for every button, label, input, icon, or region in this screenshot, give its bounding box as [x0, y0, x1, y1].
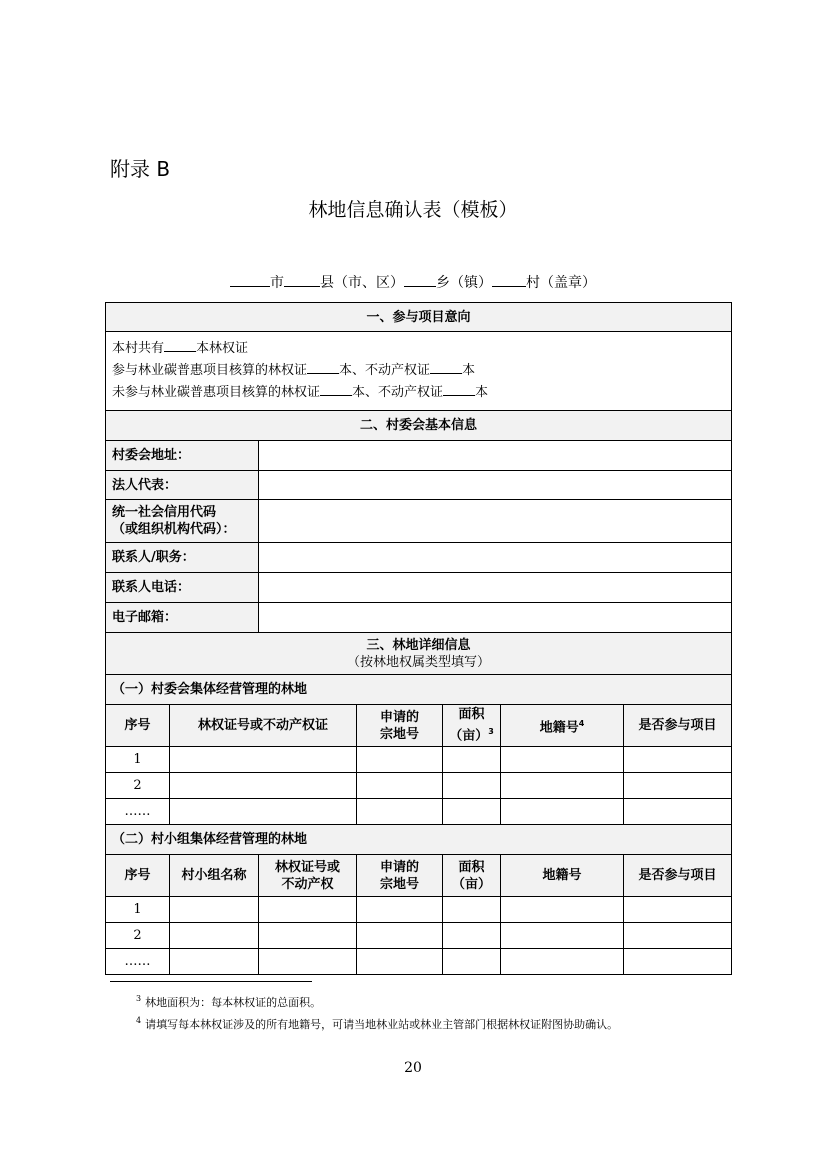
col-area: 面积 （亩） [443, 855, 501, 897]
document-title: 林地信息确认表（模板） [308, 199, 518, 221]
footnote-4: $^4$ 请填写每本林权证涉及的所有地籍号，可请当地林业站或林业主管部门根据林权证附图协助确认。 [136, 1016, 619, 1031]
cadastral-cell[interactable] [501, 923, 624, 949]
contact-label: 联系人/职务： [106, 543, 259, 573]
cert-cell[interactable] [259, 949, 357, 975]
forest-land-form [105, 302, 732, 975]
col-area: 面积 （亩）$^3$ [443, 705, 501, 747]
nonparticipating-cert-blank[interactable] [320, 382, 352, 396]
cadastral-cell[interactable] [501, 773, 624, 799]
town-label: 乡（镇） [436, 275, 492, 291]
col-participate: 是否参与项目 [624, 705, 732, 747]
participate-cell[interactable] [624, 799, 732, 825]
footnote-ref-4: 4 [578, 718, 585, 728]
col-cadastral: 地籍号 [501, 855, 624, 897]
row-seq: …… [106, 799, 170, 825]
table-row [106, 799, 732, 825]
col-seq: 序号 [106, 705, 170, 747]
email-label: 电子邮箱： [106, 603, 259, 633]
intent-line-1: 本村共有 本林权证 [112, 338, 725, 360]
section3-title: 三、林地详细信息 （按林地权属类型填写） [106, 633, 732, 675]
parcel-cell[interactable] [357, 923, 443, 949]
intent-line-3: 未参与林业碳普惠项目核算的林权证 本、不动产权证 本 [112, 382, 725, 404]
participate-cell[interactable] [624, 897, 732, 923]
cert-cell[interactable] [170, 773, 357, 799]
table-row [106, 949, 732, 975]
legal-rep-label: 法人代表： [106, 471, 259, 500]
group-cell[interactable] [170, 923, 259, 949]
table-row [106, 923, 732, 949]
cert-cell[interactable] [259, 897, 357, 923]
county-blank[interactable] [284, 272, 320, 287]
col-group: 村小组名称 [170, 855, 259, 897]
village-blank[interactable] [492, 272, 526, 287]
footnote-divider [110, 981, 312, 982]
area-cell[interactable] [443, 923, 501, 949]
credit-code-label: 统一社会信用代码 （或组织机构代码）： [106, 500, 259, 543]
table-row [106, 747, 732, 773]
email-field[interactable] [259, 603, 732, 633]
nonparticipating-property-blank[interactable] [443, 382, 475, 396]
intent-block [106, 332, 732, 411]
cadastral-cell[interactable] [501, 747, 624, 773]
parcel-cell[interactable] [357, 949, 443, 975]
cadastral-cell[interactable] [501, 897, 624, 923]
row-seq: …… [106, 949, 170, 975]
participate-cell[interactable] [624, 949, 732, 975]
parcel-cell[interactable] [357, 773, 443, 799]
participate-cell[interactable] [624, 773, 732, 799]
subsection1-title: （一）村委会集体经营管理的林地 [106, 675, 732, 705]
address-field[interactable] [259, 441, 732, 471]
section1-title: 一、参与项目意向 [106, 303, 732, 332]
section3-note: （按林地权属类型填写） [347, 654, 491, 670]
location-line [0, 272, 826, 292]
footnote-3: $^3$ 林地面积为：每本林权证的总面积。 [136, 994, 322, 1009]
participate-cell[interactable] [624, 747, 732, 773]
row-seq: 2 [106, 923, 170, 949]
address-label: 村委会地址： [106, 441, 259, 471]
total-cert-blank[interactable] [164, 338, 196, 352]
section2-title: 二、村委会基本信息 [106, 411, 732, 441]
credit-code-field[interactable] [259, 500, 732, 543]
col-participate: 是否参与项目 [624, 855, 732, 897]
area-cell[interactable] [443, 799, 501, 825]
legal-rep-field[interactable] [259, 471, 732, 500]
footnote-ref-3: 3 [488, 727, 494, 737]
intent-line-2: 参与林业碳普惠项目核算的林权证 本、不动产权证 本 [112, 360, 725, 382]
parcel-cell[interactable] [357, 897, 443, 923]
city-label: 市 [270, 275, 284, 291]
county-label: 县（市、区） [320, 275, 404, 291]
col-parcel: 申请的 宗地号 [357, 855, 443, 897]
town-blank[interactable] [404, 272, 436, 287]
area-cell[interactable] [443, 897, 501, 923]
area-cell[interactable] [443, 747, 501, 773]
appendix-label: 附录 B [110, 157, 171, 181]
row-seq: 1 [106, 897, 170, 923]
col-seq: 序号 [106, 855, 170, 897]
page-number: 20 [404, 1060, 422, 1076]
participating-property-blank[interactable] [430, 360, 462, 374]
cert-cell[interactable] [170, 799, 357, 825]
phone-field[interactable] [259, 573, 732, 603]
table-row [106, 897, 732, 923]
city-blank[interactable] [230, 272, 270, 287]
participating-cert-blank[interactable] [307, 360, 339, 374]
participate-cell[interactable] [624, 923, 732, 949]
parcel-cell[interactable] [357, 747, 443, 773]
contact-field[interactable] [259, 543, 732, 573]
group-cell[interactable] [170, 897, 259, 923]
area-cell[interactable] [443, 949, 501, 975]
col-cert: 林权证号或 不动产权 [259, 855, 357, 897]
row-seq: 2 [106, 773, 170, 799]
area-cell[interactable] [443, 773, 501, 799]
row-seq: 1 [106, 747, 170, 773]
cadastral-cell[interactable] [501, 949, 624, 975]
phone-label: 联系人电话： [106, 573, 259, 603]
parcel-cell[interactable] [357, 799, 443, 825]
cert-cell[interactable] [170, 747, 357, 773]
table-row [106, 773, 732, 799]
subsection2-title: （二）村小组集体经营管理的林地 [106, 825, 732, 855]
col-cadastral: 地籍号$^4$ [501, 705, 624, 747]
col-cert: 林权证号或不动产权证 [170, 705, 357, 747]
cert-cell[interactable] [259, 923, 357, 949]
village-label: 村（盖章） [526, 275, 596, 291]
cadastral-cell[interactable] [501, 799, 624, 825]
col-parcel: 申请的 宗地号 [357, 705, 443, 747]
group-cell[interactable] [170, 949, 259, 975]
